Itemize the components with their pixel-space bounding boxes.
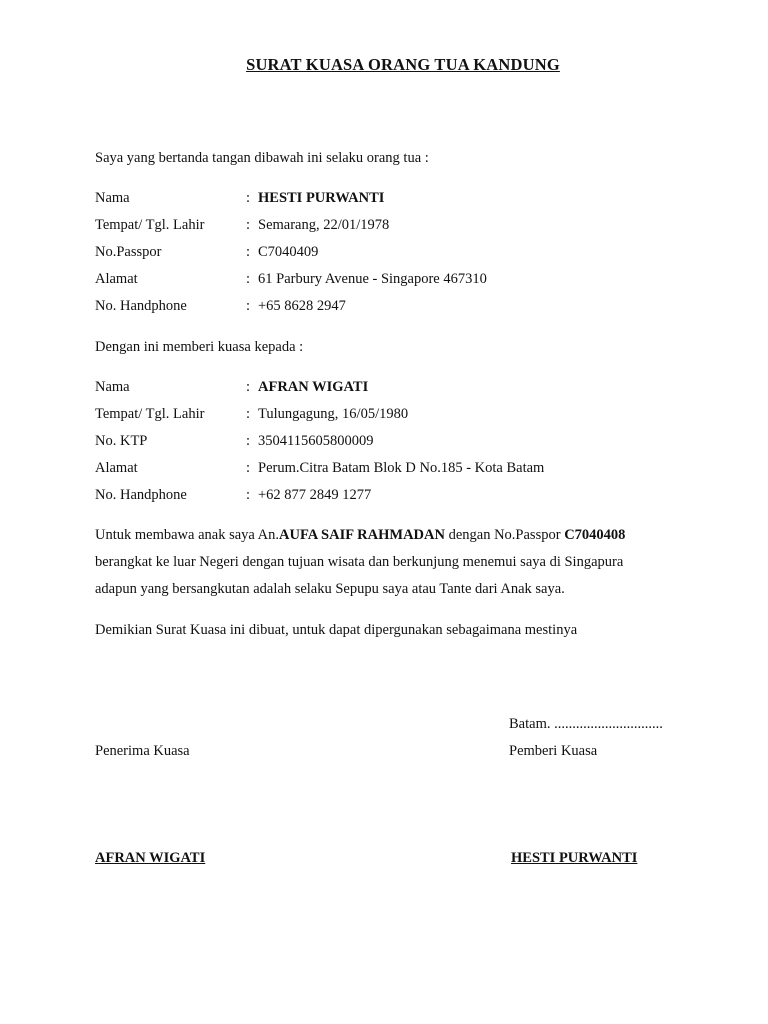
field-colon: :: [246, 460, 251, 476]
field-label: Alamat: [95, 460, 138, 476]
field-label: No. Handphone: [95, 298, 187, 314]
field-colon: :: [246, 271, 251, 287]
field-colon: :: [246, 379, 251, 395]
child-passport: C7040408: [564, 527, 626, 543]
field-value: Perum.Citra Batam Blok D No.185 - Kota Batam: [258, 460, 545, 476]
field-label: No. Handphone: [95, 487, 187, 503]
field-colon: :: [246, 433, 251, 449]
field-label: Nama: [95, 379, 130, 395]
grantor-row-birth: [95, 217, 695, 237]
purpose-line-2: berangkat ke luar Negeri dengan tujuan wisata dan berkunjung menemui saya di Singapura: [95, 554, 624, 570]
grantee-row-birth: [95, 406, 695, 426]
field-value: Semarang, 22/01/1978: [258, 217, 390, 233]
field-value: Tulungagung, 16/05/1980: [258, 406, 409, 422]
grantor-row-name: [95, 190, 695, 210]
giver-signature-name: HESTI PURWANTI: [511, 850, 638, 866]
intro-text: Saya yang bertanda tangan dibawah ini selaku orang tua :: [95, 150, 429, 166]
field-value: +62 877 2849 1277: [258, 487, 372, 503]
purpose-text: Untuk membawa anak saya An.: [95, 527, 280, 543]
grantee-row-id: [95, 433, 695, 453]
field-colon: :: [246, 298, 251, 314]
giver-label: Pemberi Kuasa: [509, 743, 598, 759]
place-date: Batam. ..............................: [509, 716, 663, 732]
grantee-row-name: [95, 379, 695, 399]
purpose-line-3: adapun yang bersangkutan adalah selaku Sepupu saya atau Tante dari Anak saya.: [95, 581, 565, 597]
field-label: Tempat/ Tgl. Lahir: [95, 217, 205, 233]
field-label: Tempat/ Tgl. Lahir: [95, 406, 205, 422]
field-value: 3504115605800009: [258, 433, 374, 449]
field-value: 61 Parbury Avenue - Singapore 467310: [258, 271, 487, 287]
field-label: Alamat: [95, 271, 138, 287]
field-colon: :: [246, 406, 251, 422]
transition-text: Dengan ini memberi kuasa kepada :: [95, 339, 304, 355]
child-name: AUFA SAIF RAHMADAN: [279, 527, 445, 543]
grantee-row-address: [95, 460, 695, 480]
grantor-row-phone: [95, 298, 695, 318]
field-value: C7040409: [258, 244, 319, 260]
field-label: No. KTP: [95, 433, 148, 449]
purpose-line-1: [95, 527, 625, 544]
receiver-label: Penerima Kuasa: [95, 743, 190, 759]
field-colon: :: [246, 244, 251, 260]
grantor-row-passport: [95, 244, 695, 264]
receiver-signature-name: AFRAN WIGATI: [95, 850, 206, 866]
document-title: SURAT KUASA ORANG TUA KANDUNG: [246, 55, 560, 74]
field-colon: :: [246, 217, 251, 233]
purpose-text: dengan No.Passpor: [444, 527, 565, 543]
field-label: Nama: [95, 190, 130, 206]
closing-text: Demikian Surat Kuasa ini dibuat, untuk dapat dipergunakan sebagaimana mestinya: [95, 622, 578, 638]
field-colon: :: [246, 487, 251, 503]
grantee-row-phone: [95, 487, 695, 507]
field-colon: :: [246, 190, 251, 206]
field-value: +65 8628 2947: [258, 298, 346, 314]
field-value: HESTI PURWANTI: [258, 190, 385, 206]
grantor-row-address: [95, 271, 695, 291]
field-label: No.Passpor: [95, 244, 162, 260]
field-value: AFRAN WIGATI: [258, 379, 369, 395]
